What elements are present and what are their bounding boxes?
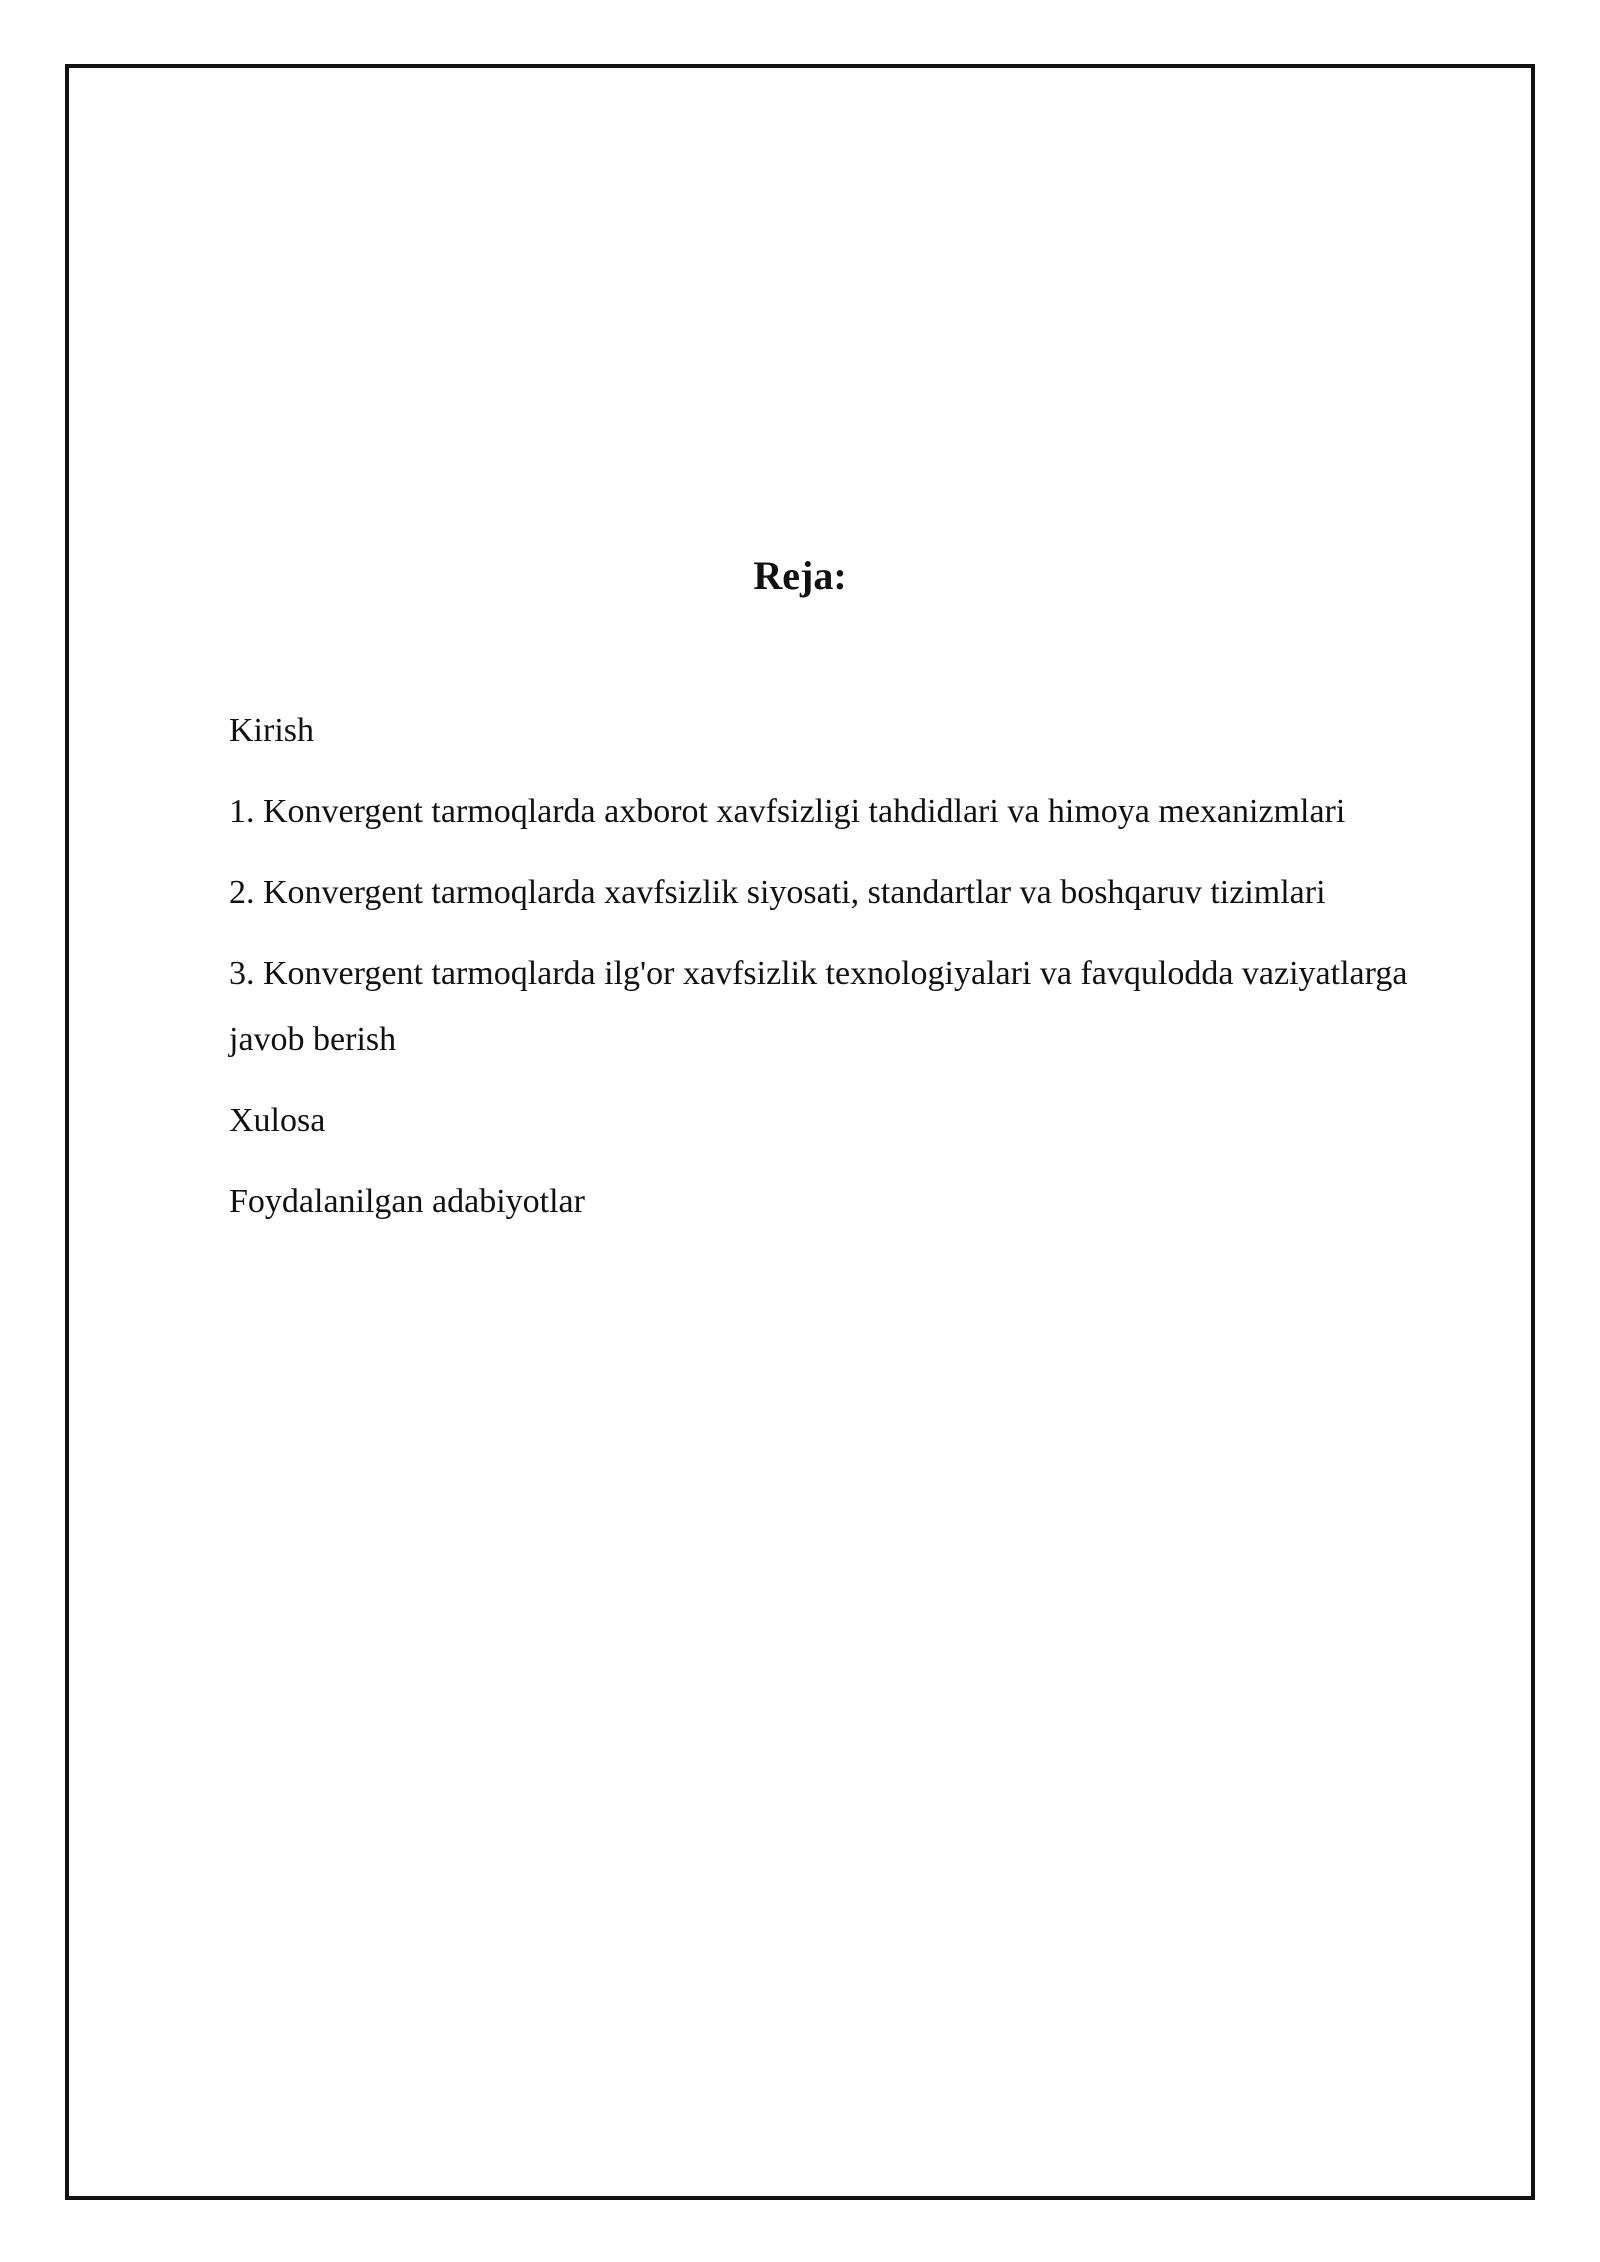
plan-item-introduction: Kirish [229, 712, 314, 749]
plan-item-references: Foydalanilgan adabiyotlar [229, 1183, 585, 1220]
plan-item-2: 2. Konvergent tarmoqlarda xavfsizlik siyosati, standartlar va boshqaruv tizimlari [229, 874, 1326, 911]
page-title: Reja: [753, 553, 847, 598]
plan-item-conclusion: Xulosa [229, 1102, 326, 1139]
plan-item-3: 3. Konvergent tarmoqlarda ilg'or xavfsizlik texnologiyalari va favqulodda vaziyatlarga javob berish [229, 955, 1408, 1058]
plan-list [229, 698, 1489, 1250]
plan-item-1: 1. Konvergent tarmoqlarda axborot xavfsizligi tahdidlari va himoya mexanizmlari [229, 793, 1346, 830]
